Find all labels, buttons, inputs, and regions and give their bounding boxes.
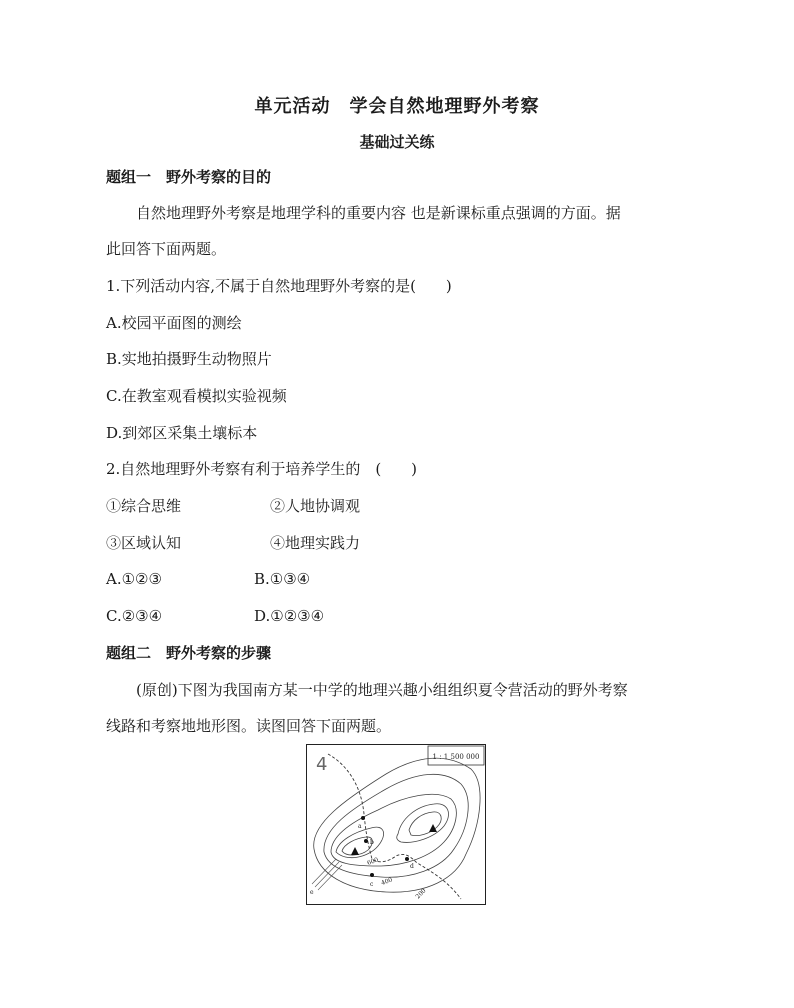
point-label-d: d (410, 863, 414, 870)
topographic-map (306, 744, 486, 905)
q2-option-b: B.①③④ (254, 570, 311, 588)
contour-label-200: 200 (414, 887, 428, 901)
q1-option-a: A.校园平面图的测绘 (106, 314, 242, 332)
route-point-a (361, 816, 365, 820)
group2-intro-line1: (原创)下图为我国南方某一中学的地理兴趣小组组织夏令营活动的野外考察 (136, 681, 628, 699)
group2-intro-line2: 线路和考察地地形图。读图回答下面两题。 (106, 717, 392, 735)
point-label-c: c (370, 881, 374, 888)
point-label-e: e (310, 889, 314, 896)
route-point-c (370, 873, 374, 877)
page-title: 单元活动 学会自然地理野外考察 (254, 96, 540, 117)
q1-option-d: D.到郊区采集土壤标本 (106, 424, 258, 442)
group1-intro-line2: 此回答下面两题。 (106, 240, 227, 258)
group1-intro-line1: 自然地理野外考察是地理学科的重要内容 也是新课标重点强调的方面。据 (136, 204, 621, 222)
point-label-a: a (358, 823, 362, 830)
map-scale: 1 : 1 500 000 (432, 753, 480, 761)
north-symbol: 4 (316, 754, 328, 775)
q1-option-b: B.实地拍摄野生动物照片 (106, 350, 272, 368)
point-label-b: b (370, 839, 374, 846)
q2-option-c: C.②③④ (106, 607, 163, 625)
route-point-d (405, 857, 409, 861)
q2-item-4: ④地理实践力 (270, 534, 361, 552)
q2-stem: 2.自然地理野外考察有利于培养学生的 ( ) (106, 460, 418, 478)
q1-option-c: C.在教室观看模拟实验视频 (106, 387, 287, 405)
q2-item-1: ①综合思维 (106, 497, 182, 515)
route-point-b (364, 839, 368, 843)
contour-label-600: 600 (366, 856, 380, 867)
page-subtitle: 基础过关练 (359, 133, 435, 151)
group1-heading: 题组一 野外考察的目的 (106, 168, 272, 186)
q2-item-3: ③区域认知 (106, 534, 182, 552)
contour-label-400: 400 (380, 876, 394, 887)
group2-heading: 题组二 野外考察的步骤 (106, 644, 272, 662)
q2-item-2: ②人地协调观 (270, 497, 361, 515)
q2-option-d: D.①②③④ (254, 607, 325, 625)
q2-option-a: A.①②③ (106, 570, 162, 588)
q1-stem: 1.下列活动内容,不属于自然地理野外考察的是( ) (106, 277, 452, 295)
